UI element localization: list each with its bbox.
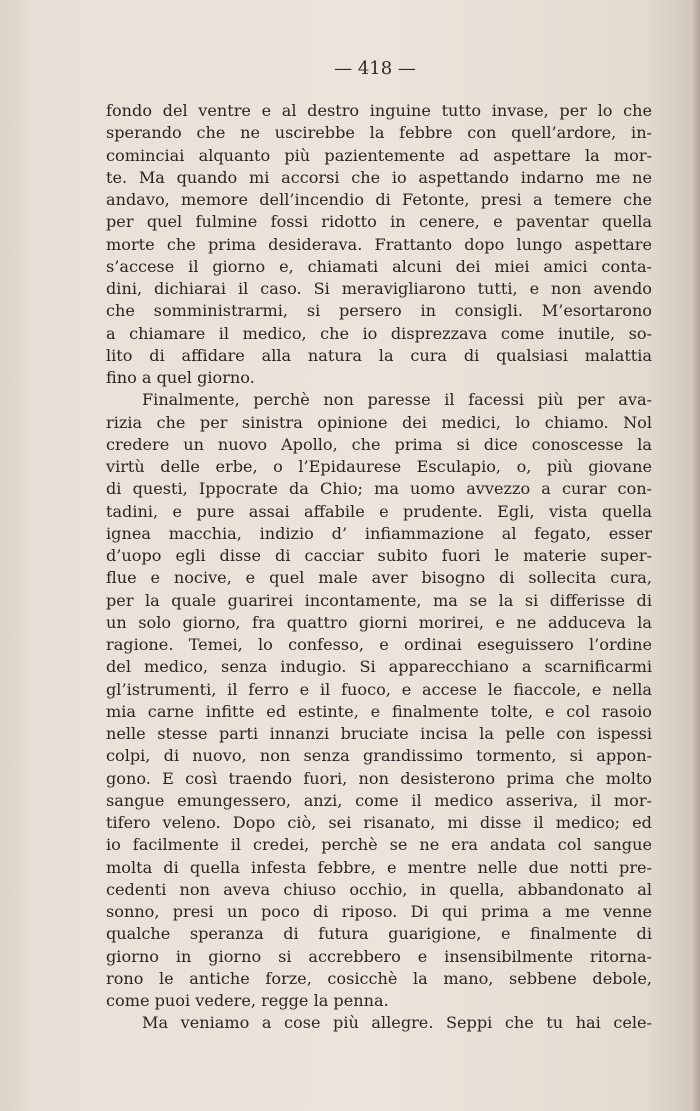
- text-line: sperando che ne uscirebbe la febbre con quell’ardore, in-: [106, 123, 652, 143]
- text-line: ignea macchia, indizio d’ infiammazione al fegato, esser: [106, 523, 652, 543]
- text-line: cominciai alquanto più pazientemente ad aspettare la mor-: [106, 145, 652, 165]
- text-line: gono. E così traendo fuori, non desisterono prima che molto: [106, 768, 652, 788]
- text-line: di questi, Ippocrate da Chio; ma uomo avvezzo a curar con-: [106, 479, 652, 499]
- text-line: rizia che per sinistra opinione dei medici, lo chiamo. Nol: [106, 412, 652, 432]
- text-line: credere un nuovo Apollo, che prima si dice conoscesse la: [106, 434, 652, 454]
- text-line: fondo del ventre e al destro inguine tutto invase, per lo che: [106, 101, 652, 120]
- text-line: io facilmente il credei, perchè se ne era andata col sangue: [106, 835, 652, 855]
- text-line: Ma veniamo a cose più allegre. Seppi che tu hai cele-: [142, 1013, 652, 1033]
- text-line: sangue emungessero, anzi, come il medico asseriva, il mor-: [106, 790, 652, 810]
- text-line: a chiamare il medico, che io disprezzava come inutile, so-: [106, 323, 652, 343]
- text-line: colpi, di nuovo, non senza grandissimo tormento, si appon-: [106, 746, 652, 766]
- text-line: mia carne infitte ed estinte, e finalmente tolte, e col rasoio: [106, 701, 652, 721]
- text-line: fino a quel giorno.: [106, 368, 255, 387]
- text-line: morte che prima desiderava. Frattanto dopo lungo aspettare: [106, 234, 652, 254]
- text-line: virtù delle erbe, o l’Epidaurese Esculapio, o, più giovane: [106, 457, 652, 476]
- text-line: che somministrarmi, si persero in consigli. M’esortarono: [106, 301, 652, 321]
- text-line: sonno, presi un poco di riposo. Di qui prima a me venne: [106, 902, 652, 921]
- text-line: per la quale guarirei incontamente, ma se la si differisse di: [106, 590, 652, 610]
- text-line: flue e nocive, e quel male aver bisogno di sollecita cura,: [106, 568, 652, 588]
- text-line: giorno in giorno si accrebbero e insensibilmente ritorna-: [106, 946, 652, 966]
- page-number: — 418 —: [334, 58, 416, 79]
- text-line: cedenti non aveva chiuso occhio, in quella, abbandonato al: [106, 879, 652, 899]
- text-line: tifero veleno. Dopo ciò, sei risanato, mi disse il medico; ed: [106, 813, 652, 832]
- text-line: qualche speranza di futura guarigione, e finalmente di: [106, 924, 652, 944]
- text-line: andavo, memore dell’incendio di Fetonte, presi a temere che: [106, 190, 652, 209]
- body-text: [106, 100, 652, 1035]
- text-line: s’accese il giorno e, chiamati alcuni dei miei amici conta-: [106, 256, 652, 276]
- text-line: dini, dichiarai il caso. Si meravigliarono tutti, e non avendo: [106, 279, 652, 298]
- text-line: lito di affidare alla natura la cura di qualsiasi malattia: [106, 345, 652, 365]
- text-line: te. Ma quando mi accorsi che io aspettando indarno me ne: [106, 167, 652, 187]
- text-line: per quel fulmine fossi ridotto in cenere, e paventar quella: [106, 212, 652, 232]
- text-line: gl’istrumenti, il ferro e il fuoco, e accese le fiaccole, e nella: [106, 679, 652, 699]
- text-line: tadini, e pure assai affabile e prudente. Egli, vista quella: [106, 501, 652, 521]
- text-line: d’uopo egli disse di cacciar subito fuori le materie super-: [106, 546, 652, 565]
- text-line: rono le antiche forze, cosicchè la mano, sebbene debole,: [106, 968, 652, 988]
- text-line: del medico, senza indugio. Si apparecchiano a scarnificarmi: [106, 657, 652, 677]
- text-line: ragione. Temei, lo confesso, e ordinai eseguissero l’ordine: [106, 635, 652, 654]
- text-line: come puoi vedere, regge la penna.: [106, 991, 389, 1010]
- text-line: nelle stesse parti innanzi bruciate incisa la pelle con ispessi: [106, 724, 652, 743]
- text-line: un solo giorno, fra quattro giorni morirei, e ne adduceva la: [106, 612, 652, 632]
- page-edge-shadow: [692, 0, 700, 1111]
- text-line: molta di quella infesta febbre, e mentre nelle due notti pre-: [106, 857, 652, 877]
- text-line: Finalmente, perchè non paresse il facessi più per ava-: [142, 390, 652, 410]
